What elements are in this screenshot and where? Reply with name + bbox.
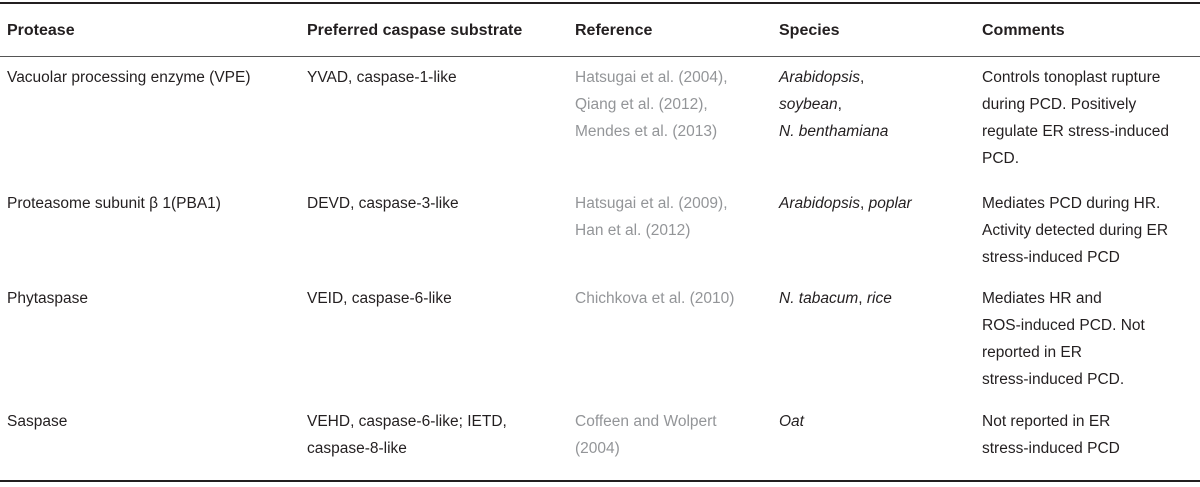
species-name: N. tabacum	[779, 290, 859, 307]
cell-text: Phytaspase	[7, 290, 88, 307]
reference-link[interactable]: Hatsugai et al. (2009),	[575, 195, 728, 212]
cell-reference	[575, 190, 728, 244]
header-rule	[0, 56, 1200, 57]
cell-text: DEVD, caspase-3-like	[307, 195, 459, 212]
species-name: rice	[866, 290, 892, 307]
cell-text: YVAD, caspase-1-like	[307, 69, 457, 86]
header-substrate: Preferred caspase substrate	[307, 22, 523, 39]
cell-text: stress-induced PCD	[982, 249, 1120, 266]
reference-link[interactable]: Coffeen and Wolpert	[575, 413, 717, 430]
header-protease: Protease	[7, 22, 75, 39]
species-name: Arabidopsis	[779, 69, 860, 86]
cell-text: stress-induced PCD.	[982, 371, 1125, 388]
cell-text: regulate ER stress-induced	[982, 123, 1169, 140]
cell-text: Proteasome subunit β 1(PBA1)	[7, 195, 221, 212]
cell-text: caspase-8-like	[307, 440, 407, 457]
separator: ,	[860, 195, 869, 212]
cell-protease	[7, 190, 221, 217]
cell-species	[779, 190, 912, 217]
cell-substrate	[307, 64, 457, 91]
cell-substrate	[307, 190, 459, 217]
reference-link[interactable]: Qiang et al. (2012),	[575, 96, 708, 113]
cell-text: reported in ER	[982, 344, 1082, 361]
cell-text: Not reported in ER	[982, 413, 1111, 430]
table-top-rule	[0, 2, 1200, 4]
cell-species	[779, 64, 888, 145]
cell-species	[779, 285, 892, 312]
cell-text: during PCD. Positively	[982, 96, 1137, 113]
cell-text: PCD.	[982, 150, 1020, 167]
cell-text: Activity detected during ER	[982, 222, 1169, 239]
cell-text: VEID, caspase-6-like	[307, 290, 452, 307]
cell-text: ROS-induced PCD. Not	[982, 317, 1145, 334]
cell-comments	[982, 408, 1120, 462]
species-name: Oat	[779, 413, 804, 430]
cell-substrate	[307, 285, 452, 312]
table-bottom-rule	[0, 480, 1200, 482]
cell-comments	[982, 285, 1145, 393]
cell-text: Mediates HR and	[982, 290, 1102, 307]
header-species: Species	[779, 22, 840, 39]
cell-protease	[7, 408, 67, 435]
cell-text: Controls tonoplast rupture	[982, 69, 1161, 86]
cell-text: Saspase	[7, 413, 68, 430]
cell-text: VEHD, caspase-6-like; IETD,	[307, 413, 507, 430]
separator: ,	[860, 69, 865, 86]
cell-comments	[982, 64, 1169, 172]
separator: ,	[837, 96, 842, 113]
species-name: soybean	[779, 96, 838, 113]
cell-reference	[575, 64, 728, 145]
header-comments: Comments	[982, 22, 1065, 39]
cell-reference	[575, 408, 717, 462]
cell-comments	[982, 190, 1168, 271]
cell-protease	[7, 64, 251, 91]
species-name: Arabidopsis	[779, 195, 860, 212]
cell-text: Mediates PCD during HR.	[982, 195, 1161, 212]
header-reference: Reference	[575, 22, 653, 39]
cell-protease	[7, 285, 88, 312]
cell-text: stress-induced PCD	[982, 440, 1120, 457]
cell-reference	[575, 285, 734, 312]
species-name: poplar	[868, 195, 912, 212]
reference-link[interactable]: Hatsugai et al. (2004),	[575, 69, 728, 86]
cell-species	[779, 408, 804, 435]
reference-link[interactable]: Chichkova et al. (2010)	[575, 290, 735, 307]
cell-text: Vacuolar processing enzyme (VPE)	[7, 69, 251, 86]
cell-substrate	[307, 408, 507, 462]
species-name: N. benthamiana	[779, 123, 889, 140]
reference-link[interactable]: Mendes et al. (2013)	[575, 123, 718, 140]
reference-link[interactable]: (2004)	[575, 440, 620, 457]
reference-link[interactable]: Han et al. (2012)	[575, 222, 691, 239]
separator: ,	[858, 290, 867, 307]
